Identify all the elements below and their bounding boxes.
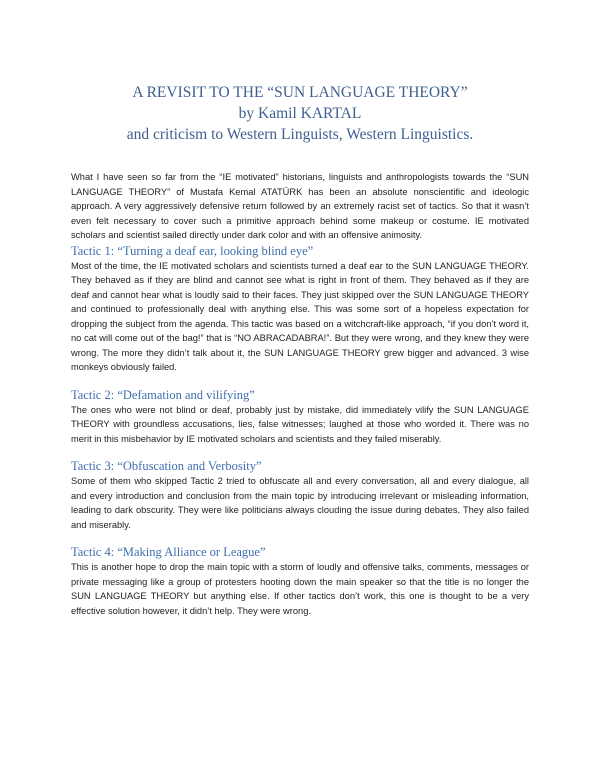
title-line-1: A REVISIT TO THE “SUN LANGUAGE THEORY” [132, 84, 468, 101]
section-tactic-1 [71, 243, 529, 375]
section-heading: Tactic 3: “Obfuscation and Verbosity” [71, 459, 262, 473]
section-heading: Tactic 1: “Turning a deaf ear, looking blind eye” [71, 243, 314, 258]
section-heading: Tactic 2: “Defamation and vilifying” [71, 387, 255, 402]
section-paragraph: This is another hope to drop the main topic with a storm of loudly and offensive talks, comments, messages or private messaging like a group of protesters hooting down the main speaker so that the title is no longer the SUN LANGUAGE THEORY but anything else. If other tactics don’t work, this one is thought to be a very effective solution however, it didn’t help. They were wrong. [71, 562, 529, 616]
document-body [71, 170, 529, 630]
section-heading: Tactic 4: “Making Alliance or League” [71, 545, 266, 559]
section-tactic-2 [71, 387, 529, 447]
title-line-2: by Kamil KARTAL [238, 105, 362, 122]
section-paragraph: Some of them who skipped Tactic 2 tried to obfuscate all and every conversation, all and every dialogue, all and every introduction and conclusion from the main topic by introducing irrelevant or misleading information, leading to dark obscurity. They were like politicians always clouding the issue during debates. They also failed and miserably. [71, 476, 529, 530]
title-line-3: and criticism to Western Linguists, Western Linguistics. [126, 126, 474, 143]
section-tactic-4 [71, 544, 529, 618]
section-tactic-3 [71, 458, 529, 532]
section-paragraph: The ones who were not blind or deaf, probably just by mistake, did immediately vilify the SUN LANGUAGE THEORY with groundless accusations, lies, false witnesses; laughed at those who worded it. There was no merit in this misbehavior by IE motivated scholars and scientists and they failed miserably. [71, 404, 529, 444]
intro-paragraph: What I have seen so far from the “IE motivated” historians, linguists and anthropologists towards the “SUN LANGUAGE THEORY” of Mustafa Kemal ATATÜRK has been an absolute nonscientific and ideologic approach. A very aggressively defensive return followed by an extremely racist set of tactics. So that it wasn’t even felt necessary to cover such a primitive approach behind some makeup or costume. IE motivated scholars and scientist sailed directly under dark color and with an offensive animosity. [71, 172, 529, 240]
section-paragraph: Most of the time, the IE motivated scholars and scientists turned a deaf ear to the SUN LANGUAGE THEORY. They behaved as if they are blind and cannot see what is right in front of them. They behaved as if they are deaf and cannot hear what is loudly said to their faces. They just skipped over the SUN LANGUAGE THEORY and continued to professionally deal with anything else. This was some sort of a hopeless expectation for dropping the subject from the agenda. This tactic was based on a witchcraft-like approach, “if you don’t word it, no cat will come out of the bag!” that is “NO ABRACADABRA!”. But they were wrong, and they knew they were wrong. The more they didn’t talk about it, the SUN LANGUAGE THEORY grew bigger and advanced. 3 wise monkeys obviously failed. [71, 260, 529, 372]
document-title [0, 82, 600, 145]
